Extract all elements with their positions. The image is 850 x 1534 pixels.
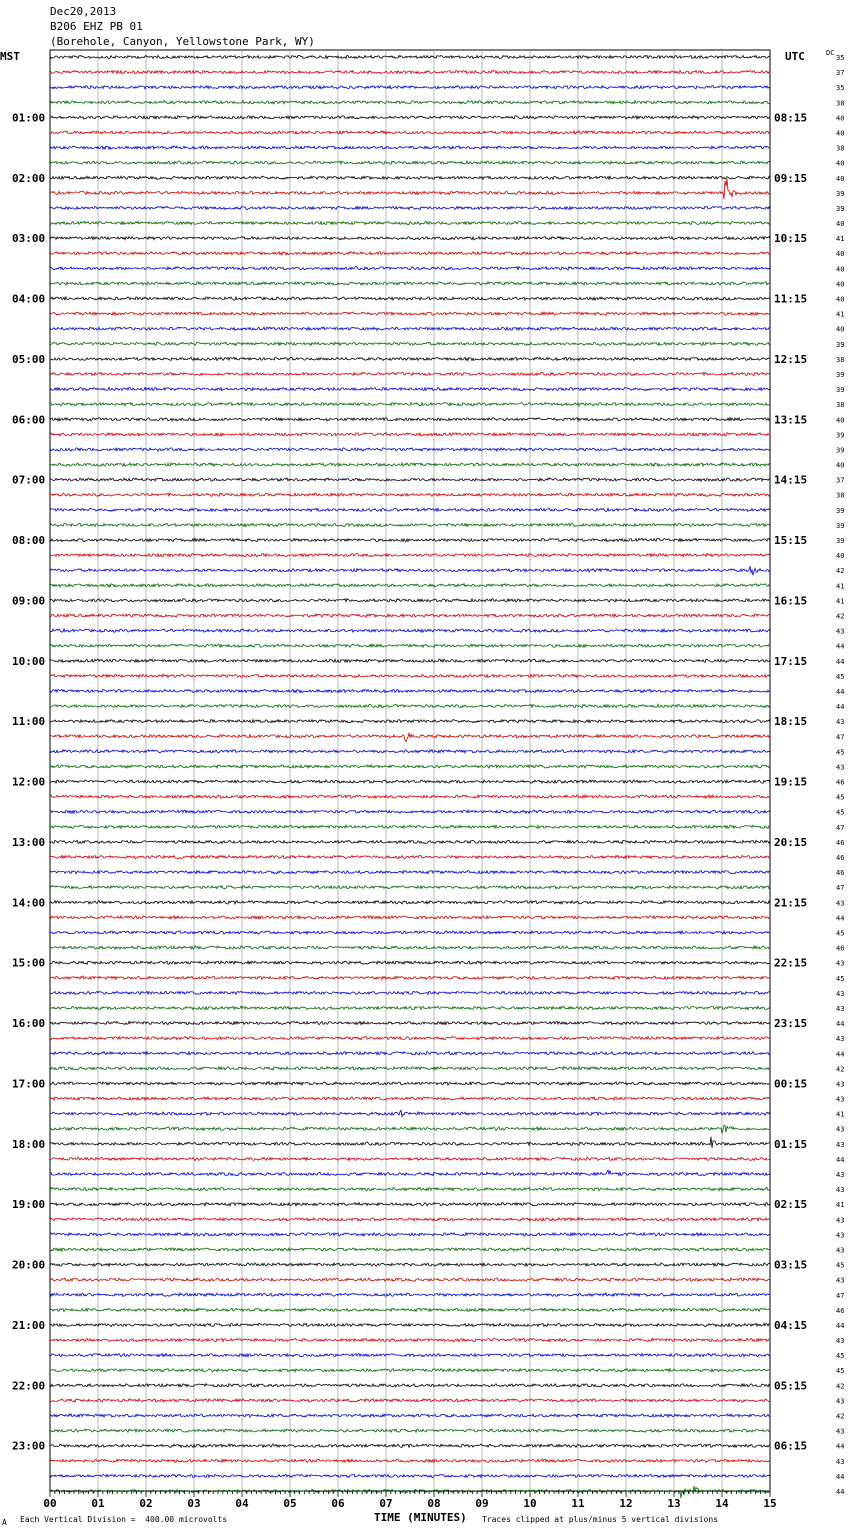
dc-label: DC	[826, 49, 835, 57]
dc-offset-label: 43	[836, 1427, 845, 1436]
x-tick-label: 10	[523, 1497, 537, 1510]
utc-hour-label: 05:15	[774, 1379, 808, 1393]
dc-offset-label: 43	[836, 1246, 845, 1255]
dc-offset-label: 42	[836, 1382, 845, 1391]
trace-row	[50, 418, 770, 421]
dc-offset-label: 45	[836, 1352, 845, 1361]
trace-row	[50, 1459, 770, 1462]
trace-row	[50, 566, 770, 575]
dc-offset-label: 45	[836, 672, 845, 681]
dc-offset-label: 40	[836, 416, 845, 425]
dc-offset-label: 41	[836, 597, 845, 606]
dc-offset-label: 44	[836, 914, 845, 923]
mst-hour-label: 05:00	[12, 352, 46, 366]
dc-offset-label: 39	[836, 521, 845, 530]
trace-row	[50, 403, 770, 406]
dc-offset-label: 47	[836, 823, 845, 832]
trace-row	[50, 644, 770, 647]
trace-row	[50, 1384, 770, 1387]
dc-offset-label: 38	[836, 144, 845, 153]
trace-row	[50, 237, 770, 240]
trace-row	[50, 765, 770, 768]
dc-offset-label: 43	[836, 1171, 845, 1180]
mst-hour-label: 09:00	[12, 594, 46, 608]
dc-offset-label: 46	[836, 838, 845, 847]
dc-offset-label: 47	[836, 884, 845, 893]
dc-offset-label: 39	[836, 340, 845, 349]
dc-offset-label: 44	[836, 1020, 845, 1029]
mst-hour-label: 22:00	[12, 1379, 46, 1393]
trace-row	[50, 221, 770, 224]
trace-row	[50, 463, 770, 466]
trace-row	[50, 614, 770, 617]
dc-offset-label: 44	[836, 703, 845, 712]
trace-row	[50, 538, 770, 541]
mst-hour-label: 21:00	[12, 1318, 46, 1332]
dc-offset-label: 43	[836, 1095, 845, 1104]
utc-hour-label: 23:15	[774, 1017, 808, 1031]
dc-offset-label: 37	[836, 69, 845, 78]
mst-hour-label: 06:00	[12, 413, 46, 427]
trace-row	[50, 55, 770, 58]
dc-offset-label: 45	[836, 793, 845, 802]
trace-row	[50, 750, 770, 753]
trace-row	[50, 733, 770, 741]
dc-offset-label: 43	[836, 1397, 845, 1406]
trace-row	[50, 931, 770, 934]
trace-row	[50, 86, 770, 89]
dc-offset-label: 38	[836, 401, 845, 410]
trace-row	[50, 901, 770, 904]
trace-row	[50, 252, 770, 255]
x-tick-label: 02	[139, 1497, 153, 1510]
trace-row	[50, 1021, 770, 1024]
dc-offset-label: 43	[836, 1216, 845, 1225]
trace-row	[50, 1052, 770, 1055]
dc-offset-label: 40	[836, 461, 845, 470]
trace-row	[50, 855, 770, 858]
trace-row	[50, 1067, 770, 1070]
dc-offset-label: 40	[836, 159, 845, 168]
utc-hour-label: 19:15	[774, 775, 808, 789]
dc-offset-label: 46	[836, 944, 845, 953]
dc-offset-label: 44	[836, 1488, 845, 1496]
trace-row	[50, 387, 770, 390]
trace-row	[50, 1474, 770, 1477]
trace-row	[50, 629, 770, 632]
utc-hour-label: 00:15	[774, 1077, 808, 1091]
dc-offset-label: 41	[836, 310, 845, 319]
trace-row	[50, 448, 770, 451]
dc-offset-label: 47	[836, 733, 845, 742]
trace-row	[50, 689, 770, 692]
dc-offset-label: 43	[836, 1276, 845, 1285]
mst-hour-label: 17:00	[12, 1077, 46, 1091]
trace-row	[50, 825, 770, 828]
mst-hour-label: 03:00	[12, 232, 46, 246]
trace-row	[50, 1203, 770, 1206]
dc-offset-label: 39	[836, 537, 845, 546]
utc-hour-label: 03:15	[774, 1258, 808, 1272]
trace-row	[50, 961, 770, 964]
trace-row	[50, 840, 770, 843]
dc-offset-label: 43	[836, 1186, 845, 1195]
mst-hour-label: 12:00	[12, 775, 46, 789]
dc-offset-label: 40	[836, 220, 845, 229]
dc-offset-label: 43	[836, 627, 845, 636]
trace-row	[50, 1354, 770, 1357]
dc-offset-label: 45	[836, 929, 845, 938]
trace-row	[50, 282, 770, 285]
trace-row	[50, 101, 770, 104]
dc-offset-label: 44	[836, 642, 845, 651]
dc-offset-label: 47	[836, 1291, 845, 1300]
trace-row	[50, 720, 770, 723]
trace-row	[50, 146, 770, 149]
x-tick-label: 04	[235, 1497, 249, 1510]
x-tick-label: 08	[427, 1497, 441, 1510]
trace-row	[50, 357, 770, 360]
trace-row	[50, 478, 770, 481]
utc-hour-label: 22:15	[774, 956, 808, 970]
mst-hour-label: 08:00	[12, 534, 46, 548]
utc-label: UTC	[785, 50, 805, 63]
dc-offset-label: 39	[836, 506, 845, 515]
utc-hour-label: 17:15	[774, 654, 808, 668]
dc-offset-label: 44	[836, 657, 845, 666]
utc-hour-label: 10:15	[774, 232, 808, 246]
mst-hour-label: 04:00	[12, 292, 46, 306]
footer-mark: A	[2, 1518, 7, 1527]
dc-offset-label: 38	[836, 99, 845, 108]
dc-offset-label: 46	[836, 778, 845, 787]
x-tick-label: 15	[763, 1497, 777, 1510]
trace-row	[50, 1157, 770, 1160]
utc-hour-label: 08:15	[774, 111, 808, 125]
trace-row	[50, 946, 770, 949]
dc-offset-label: 44	[836, 1050, 845, 1059]
trace-row	[50, 1170, 770, 1175]
trace-row	[50, 1137, 770, 1148]
trace-row	[50, 1338, 770, 1341]
x-tick-label: 07	[379, 1497, 393, 1510]
utc-hour-label: 02:15	[774, 1198, 808, 1212]
plot-frame	[50, 50, 770, 1491]
dc-offset-label: 45	[836, 748, 845, 757]
utc-hour-label: 15:15	[774, 534, 808, 548]
x-tick-label: 12	[619, 1497, 633, 1510]
dc-offset-label: 40	[836, 129, 845, 138]
dc-offset-label: 41	[836, 582, 845, 591]
mst-hour-label: 13:00	[12, 835, 46, 849]
mst-hour-label: 11:00	[12, 715, 46, 729]
utc-hour-label: 14:15	[774, 473, 808, 487]
trace-row	[50, 780, 770, 783]
trace-row	[50, 1125, 770, 1133]
dc-offset-label: 44	[836, 1155, 845, 1164]
trace-row	[50, 179, 770, 199]
dc-offset-label: 44	[836, 1442, 845, 1451]
dc-offset-label: 39	[836, 431, 845, 440]
dc-offset-label: 38	[836, 355, 845, 364]
mst-hour-label: 15:00	[12, 956, 46, 970]
plot-date: Dec20,2013	[50, 5, 117, 18]
dc-offset-label: 39	[836, 370, 845, 379]
mst-hour-label: 19:00	[12, 1198, 46, 1212]
dc-offset-label: 45	[836, 1367, 845, 1376]
dc-offset-label: 42	[836, 1412, 845, 1421]
trace-row	[50, 599, 770, 602]
dc-offset-label: 43	[836, 1457, 845, 1466]
trace-row	[50, 1323, 770, 1326]
utc-hour-label: 04:15	[774, 1318, 808, 1332]
trace-row	[50, 493, 770, 496]
dc-offset-label: 42	[836, 1065, 845, 1074]
trace-row	[50, 674, 770, 677]
dc-offset-label: 43	[836, 1140, 845, 1149]
trace-row	[50, 508, 770, 511]
trace-row	[50, 795, 770, 798]
trace-row	[50, 1369, 770, 1372]
trace-row	[50, 871, 770, 874]
dc-offset-label: 41	[836, 1201, 845, 1210]
mst-hour-label: 14:00	[12, 896, 46, 910]
trace-row	[50, 433, 770, 436]
trace-row	[50, 523, 770, 526]
dc-offset-label: 46	[836, 869, 845, 878]
utc-hour-label: 13:15	[774, 413, 808, 427]
trace-row	[50, 1037, 770, 1040]
trace-row	[50, 327, 770, 330]
dc-offset-label: 44	[836, 1472, 845, 1481]
trace-row	[50, 916, 770, 919]
dc-offset-label: 40	[836, 280, 845, 289]
x-axis-title: TIME (MINUTES)	[374, 1511, 467, 1524]
trace-row	[50, 131, 770, 134]
mst-hour-label: 02:00	[12, 171, 46, 185]
trace-row	[50, 1293, 770, 1296]
trace-row	[50, 584, 770, 587]
dc-offset-label: 43	[836, 1125, 845, 1134]
dc-offset-label: 43	[836, 718, 845, 727]
utc-hour-label: 11:15	[774, 292, 808, 306]
dc-offset-label: 40	[836, 174, 845, 183]
mst-hour-label: 18:00	[12, 1137, 46, 1151]
trace-row	[50, 810, 770, 813]
utc-hour-label: 21:15	[774, 896, 808, 910]
dc-offset-label: 43	[836, 1080, 845, 1089]
trace-row	[50, 1082, 770, 1085]
dc-offset-label: 43	[836, 1035, 845, 1044]
trace-row	[50, 312, 770, 315]
utc-hour-label: 12:15	[774, 352, 808, 366]
dc-offset-label: 45	[836, 1261, 845, 1270]
dc-offset-label: 46	[836, 854, 845, 863]
trace-row	[50, 342, 770, 345]
trace-row	[50, 1233, 770, 1236]
trace-row	[50, 267, 770, 270]
dc-offset-label: 45	[836, 974, 845, 983]
trace-row	[50, 1006, 770, 1009]
x-tick-label: 06	[331, 1497, 345, 1510]
trace-row	[50, 1429, 770, 1432]
utc-hour-label: 09:15	[774, 171, 808, 185]
x-tick-label: 01	[91, 1497, 105, 1510]
trace-row	[50, 1110, 770, 1116]
utc-hour-label: 16:15	[774, 594, 808, 608]
mst-hour-label: 20:00	[12, 1258, 46, 1272]
station-location: (Borehole, Canyon, Yellowstone Park, WY)	[50, 35, 315, 48]
trace-row	[50, 976, 770, 979]
trace-row	[50, 1218, 770, 1221]
dc-offset-label: 39	[836, 189, 845, 198]
utc-hour-label: 01:15	[774, 1137, 808, 1151]
dc-offset-label: 35	[836, 84, 845, 93]
trace-row	[50, 1414, 770, 1417]
trace-row	[50, 161, 770, 164]
dc-offset-label: 41	[836, 235, 845, 244]
trace-row	[50, 1263, 770, 1266]
dc-offset-label: 40	[836, 552, 845, 561]
trace-row	[50, 206, 770, 209]
dc-offset-label: 38	[836, 491, 845, 500]
x-tick-label: 00	[43, 1497, 57, 1510]
dc-offset-label: 44	[836, 1321, 845, 1330]
dc-offset-label: 45	[836, 808, 845, 817]
trace-row	[50, 554, 770, 557]
mst-hour-label: 07:00	[12, 473, 46, 487]
trace-row	[50, 1308, 770, 1311]
dc-offset-label: 43	[836, 1337, 845, 1346]
trace-row	[50, 704, 770, 707]
dc-offset-label: 43	[836, 959, 845, 968]
utc-hour-label: 06:15	[774, 1439, 808, 1453]
trace-row	[50, 70, 770, 73]
mst-label: MST	[0, 50, 20, 63]
trace-row	[50, 886, 770, 889]
mst-hour-label: 23:00	[12, 1439, 46, 1453]
trace-row	[50, 372, 770, 375]
dc-offset-label: 43	[836, 1004, 845, 1013]
trace-row	[50, 1248, 770, 1251]
x-tick-label: 09	[475, 1497, 489, 1510]
trace-row	[50, 1399, 770, 1402]
dc-offset-label: 39	[836, 386, 845, 395]
dc-offset-label: 35	[836, 54, 845, 62]
dc-offset-label: 42	[836, 612, 845, 621]
trace-row	[50, 1278, 770, 1281]
scale-note: Each Vertical Division = 400.00 microvolts	[20, 1515, 228, 1524]
dc-offset-label: 41	[836, 1110, 845, 1119]
dc-offset-label: 40	[836, 250, 845, 259]
x-tick-label: 11	[571, 1497, 585, 1510]
dc-offset-label: 43	[836, 763, 845, 772]
dc-offset-label: 39	[836, 204, 845, 213]
dc-offset-label: 43	[836, 1231, 845, 1240]
trace-row	[50, 659, 770, 662]
trace-row	[50, 176, 770, 179]
dc-offset-label: 37	[836, 476, 845, 485]
utc-hour-label: 18:15	[774, 715, 808, 729]
x-tick-label: 03	[187, 1497, 201, 1510]
trace-row	[50, 1188, 770, 1191]
trace-row	[50, 991, 770, 994]
dc-offset-label: 40	[836, 114, 845, 123]
trace-row	[50, 297, 770, 300]
mst-hour-label: 16:00	[12, 1017, 46, 1031]
utc-hour-label: 20:15	[774, 835, 808, 849]
dc-offset-label: 44	[836, 687, 845, 696]
station-name: B206 EHZ PB 01	[50, 20, 143, 33]
trace-row	[50, 1097, 770, 1100]
mst-hour-label: 10:00	[12, 654, 46, 668]
clip-note: Traces clipped at plus/minus 5 vertical divisions	[482, 1515, 719, 1524]
dc-offset-label: 40	[836, 265, 845, 274]
dc-offset-label: 46	[836, 1306, 845, 1315]
mst-hour-label: 01:00	[12, 111, 46, 125]
dc-offset-label: 40	[836, 295, 845, 304]
x-tick-label: 13	[667, 1497, 681, 1510]
x-tick-label: 14	[715, 1497, 729, 1510]
x-tick-label: 05	[283, 1497, 297, 1510]
dc-offset-label: 40	[836, 325, 845, 334]
trace-row	[50, 116, 770, 119]
dc-offset-label: 43	[836, 899, 845, 908]
dc-offset-label: 42	[836, 567, 845, 576]
trace-row	[50, 1444, 770, 1447]
dc-offset-label: 43	[836, 989, 845, 998]
dc-offset-label: 39	[836, 446, 845, 455]
